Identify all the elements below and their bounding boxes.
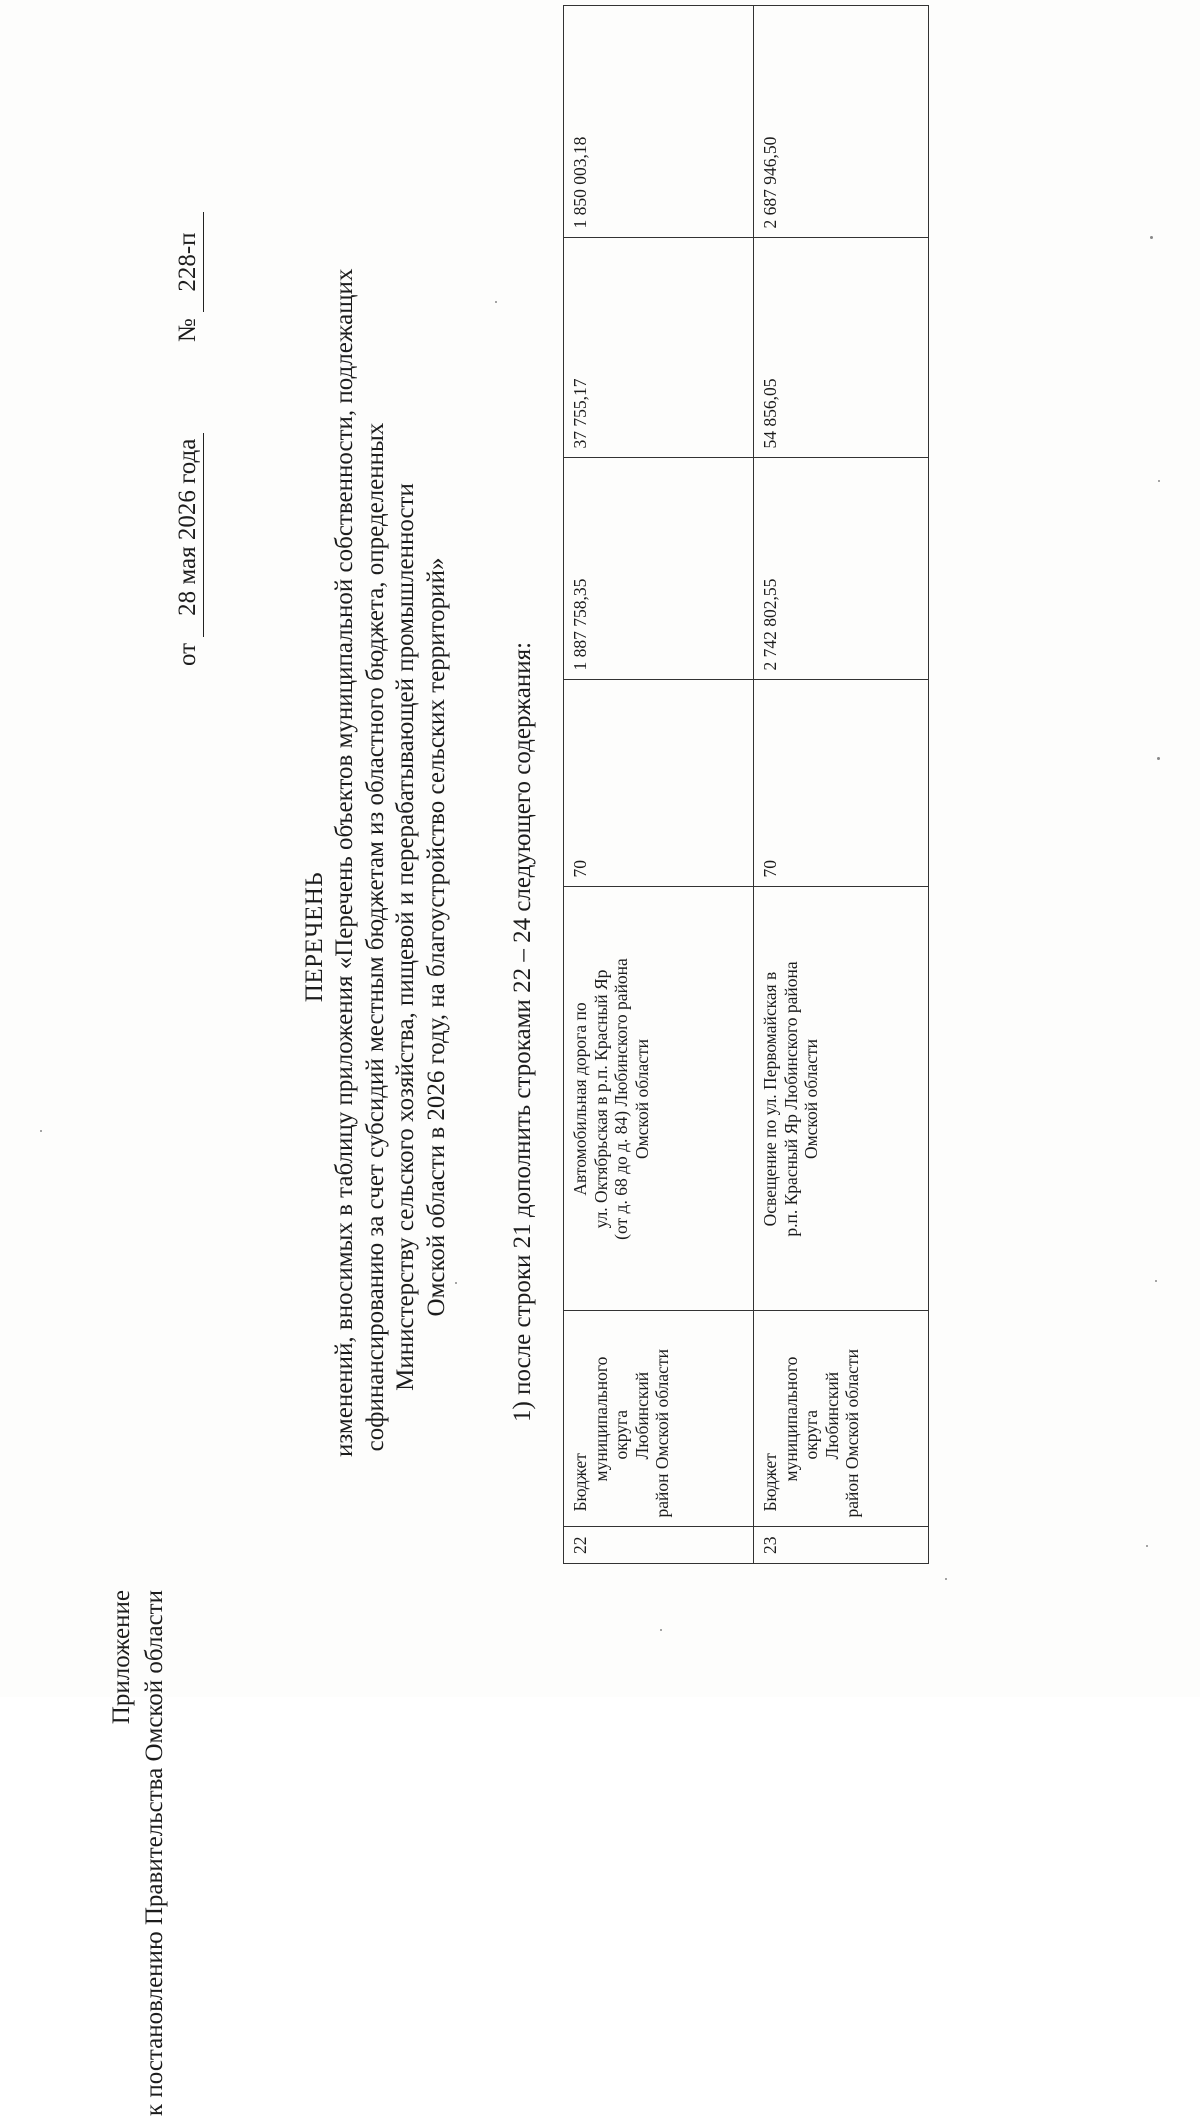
scan-speck bbox=[1157, 757, 1160, 760]
object-name-line: Освещение по ул. Первомайская в bbox=[760, 971, 780, 1227]
title-line-4: Омской области в 2026 году, на благоустройство сельских территорий» bbox=[422, 557, 450, 1317]
source-line: муниципального bbox=[780, 1356, 801, 1482]
local-amount: 1 850 003,18 bbox=[564, 6, 754, 238]
scan-speck bbox=[1150, 236, 1153, 239]
source-line: район Омской области bbox=[652, 1349, 672, 1518]
object-name-line: р.п. Красный Яр Любинского района bbox=[780, 961, 801, 1237]
table-row bbox=[754, 6, 929, 1564]
scan-speck bbox=[40, 1130, 42, 1132]
title-line-3: Министерству сельского хозяйства, пищевой и перерабатывающей промышленности bbox=[392, 483, 419, 1391]
object-name bbox=[754, 887, 929, 1311]
total-amount: 1 887 758,35 bbox=[564, 458, 754, 680]
object-name-line: ул. Октябрьская в р.п. Красный Яр bbox=[590, 969, 611, 1229]
source-line: Бюджет bbox=[570, 1453, 590, 1512]
objects-table bbox=[563, 6, 929, 1565]
table-row bbox=[564, 6, 754, 1564]
appendix-label: Приложение bbox=[108, 1590, 135, 1725]
intro-paragraph: 1) после строки 21 дополнить строками 22 – 24 следующего содержания: bbox=[509, 641, 536, 1422]
object-name-line: Омской области bbox=[801, 1038, 821, 1160]
source-line: округа Любинский bbox=[611, 1371, 652, 1460]
date-prefix: от bbox=[174, 642, 201, 666]
date-line bbox=[173, 212, 204, 666]
title-line-1: изменений, вносимых в таблицу приложения «Перечень объектов муниципальной собственности, подлежащих bbox=[331, 268, 358, 1457]
scan-speck bbox=[1155, 1280, 1157, 1282]
title-line-2: софинансированию за счет субсидий местным бюджетам из областного бюджета, определенных bbox=[361, 422, 389, 1452]
source-line: Бюджет bbox=[760, 1453, 780, 1512]
scan-speck bbox=[455, 1282, 457, 1284]
scan-speck bbox=[1158, 480, 1160, 482]
scan-speck bbox=[945, 1578, 947, 1580]
date-value: 28 мая 2026 года bbox=[173, 433, 204, 637]
scan-speck bbox=[660, 1629, 662, 1631]
funding-source bbox=[754, 1311, 929, 1527]
row-number: 23 bbox=[754, 1527, 929, 1564]
source-line: муниципального bbox=[590, 1356, 611, 1482]
scan-speck bbox=[495, 301, 497, 303]
object-name-line: (от д. 68 до д. 84) Любинского района bbox=[611, 958, 631, 1240]
local-amount: 2 687 946,50 bbox=[754, 6, 929, 238]
resolution-reference: к постановлению Правительства Омской области bbox=[141, 1590, 168, 2116]
number-value: 228-п bbox=[173, 212, 204, 312]
cofinancing-percent: 70 bbox=[564, 680, 754, 887]
scan-speck bbox=[1146, 1545, 1148, 1547]
regional-amount: 37 755,17 bbox=[564, 238, 754, 458]
object-name-line: Омской области bbox=[631, 1038, 652, 1160]
regional-amount: 54 856,05 bbox=[754, 238, 929, 458]
funding-source bbox=[564, 1311, 754, 1527]
row-number: 22 bbox=[564, 1527, 754, 1564]
object-name bbox=[564, 887, 754, 1311]
source-line: округа Любинский bbox=[801, 1371, 842, 1460]
object-name-line: Автомобильная дорога по bbox=[570, 1002, 590, 1196]
document-title bbox=[300, 268, 452, 1457]
cofinancing-percent: 70 bbox=[754, 680, 929, 887]
number-prefix: № bbox=[174, 318, 201, 343]
title-heading: ПЕРЕЧЕНЬ bbox=[301, 871, 328, 1003]
source-line: район Омской области bbox=[842, 1349, 862, 1518]
total-amount: 2 742 802,55 bbox=[754, 458, 929, 680]
